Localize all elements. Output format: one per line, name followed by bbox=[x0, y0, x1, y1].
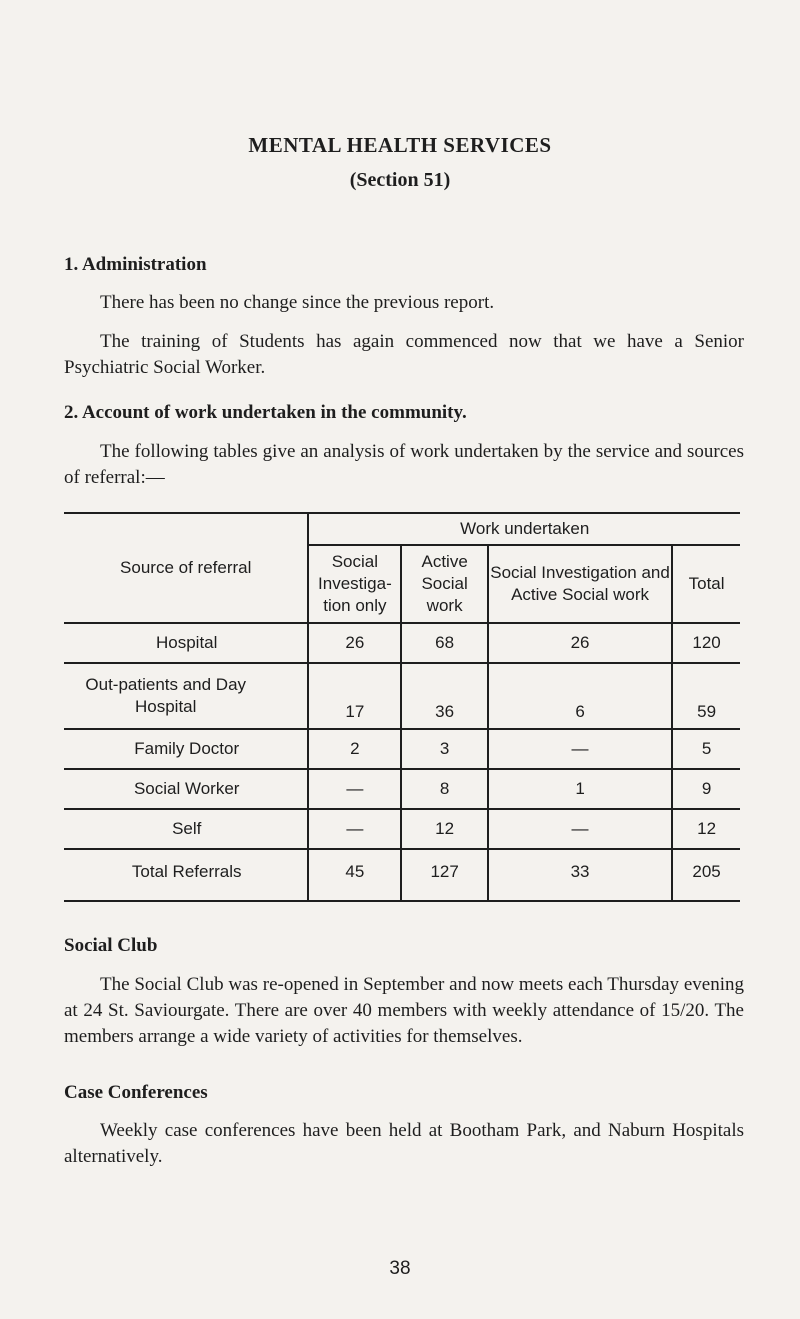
col-header-total: Total bbox=[672, 545, 740, 623]
page-number: 38 bbox=[389, 1258, 411, 1279]
table-row bbox=[64, 769, 740, 809]
referral-table bbox=[64, 512, 740, 902]
table-row bbox=[64, 849, 740, 901]
col-header-social-investigation: Social Investiga- tion only bbox=[308, 545, 401, 623]
cell: 9 bbox=[672, 769, 740, 809]
section-1-para-1: There has been no change since the previous report. bbox=[100, 292, 495, 313]
col-header-both: Social Investigation and Active Social work bbox=[488, 545, 672, 623]
cell: 5 bbox=[672, 729, 740, 769]
row-source: Total Referrals bbox=[64, 849, 308, 901]
cell: 45 bbox=[308, 849, 401, 901]
cell: 59 bbox=[672, 663, 740, 729]
cell: 127 bbox=[401, 849, 488, 901]
row-source: Hospital bbox=[64, 623, 308, 663]
section-2-heading: 2. Account of work undertaken in the community. bbox=[64, 402, 467, 423]
cell: 33 bbox=[488, 849, 672, 901]
table-row bbox=[64, 663, 740, 729]
case-conferences-heading: Case Conferences bbox=[64, 1082, 208, 1103]
cell: — bbox=[488, 809, 672, 849]
section-1-para-2: The training of Students has again commenced now that we have a Senior Psychiatric Social Worker. bbox=[64, 331, 744, 378]
cell: 1 bbox=[488, 769, 672, 809]
cell: — bbox=[488, 729, 672, 769]
row-source: Out-patients and Day Hospital bbox=[64, 663, 308, 729]
table-row bbox=[64, 623, 740, 663]
social-club-heading: Social Club bbox=[64, 935, 158, 956]
row-source: Social Worker bbox=[64, 769, 308, 809]
page-subtitle: (Section 51) bbox=[349, 169, 451, 191]
section-1-heading: 1. Administration bbox=[64, 254, 207, 275]
cell: 205 bbox=[672, 849, 740, 901]
cell: — bbox=[308, 769, 401, 809]
table-row bbox=[64, 729, 740, 769]
cell: 17 bbox=[308, 663, 401, 729]
page-title: MENTAL HEALTH SERVICES bbox=[248, 133, 552, 157]
social-club-para: The Social Club was re-opened in September and now meets each Thursday evening at 24 St. Saviourgate. There are over 40 members with weekly attendance of 15/20. The members arrange a wide variety of activities for themselves. bbox=[64, 974, 744, 1047]
cell: 26 bbox=[308, 623, 401, 663]
work-undertaken-header: Work undertaken bbox=[308, 513, 740, 545]
cell: — bbox=[308, 809, 401, 849]
cell: 12 bbox=[401, 809, 488, 849]
cell: 120 bbox=[672, 623, 740, 663]
row-source: Self bbox=[64, 809, 308, 849]
table-row bbox=[64, 809, 740, 849]
cell: 8 bbox=[401, 769, 488, 809]
cell: 26 bbox=[488, 623, 672, 663]
cell: 6 bbox=[488, 663, 672, 729]
cell: 12 bbox=[672, 809, 740, 849]
section-2-para: The following tables give an analysis of work undertaken by the service and sources of referral:— bbox=[64, 441, 744, 488]
cell: 2 bbox=[308, 729, 401, 769]
col-header-active-social-work: Active Social work bbox=[401, 545, 488, 623]
case-conferences-para: Weekly case conferences have been held at Bootham Park, and Naburn Hospitals alternatively. bbox=[64, 1120, 744, 1167]
row-source: Family Doctor bbox=[64, 729, 308, 769]
source-header: Source of referral bbox=[64, 513, 308, 623]
cell: 3 bbox=[401, 729, 488, 769]
cell: 68 bbox=[401, 623, 488, 663]
cell: 36 bbox=[401, 663, 488, 729]
